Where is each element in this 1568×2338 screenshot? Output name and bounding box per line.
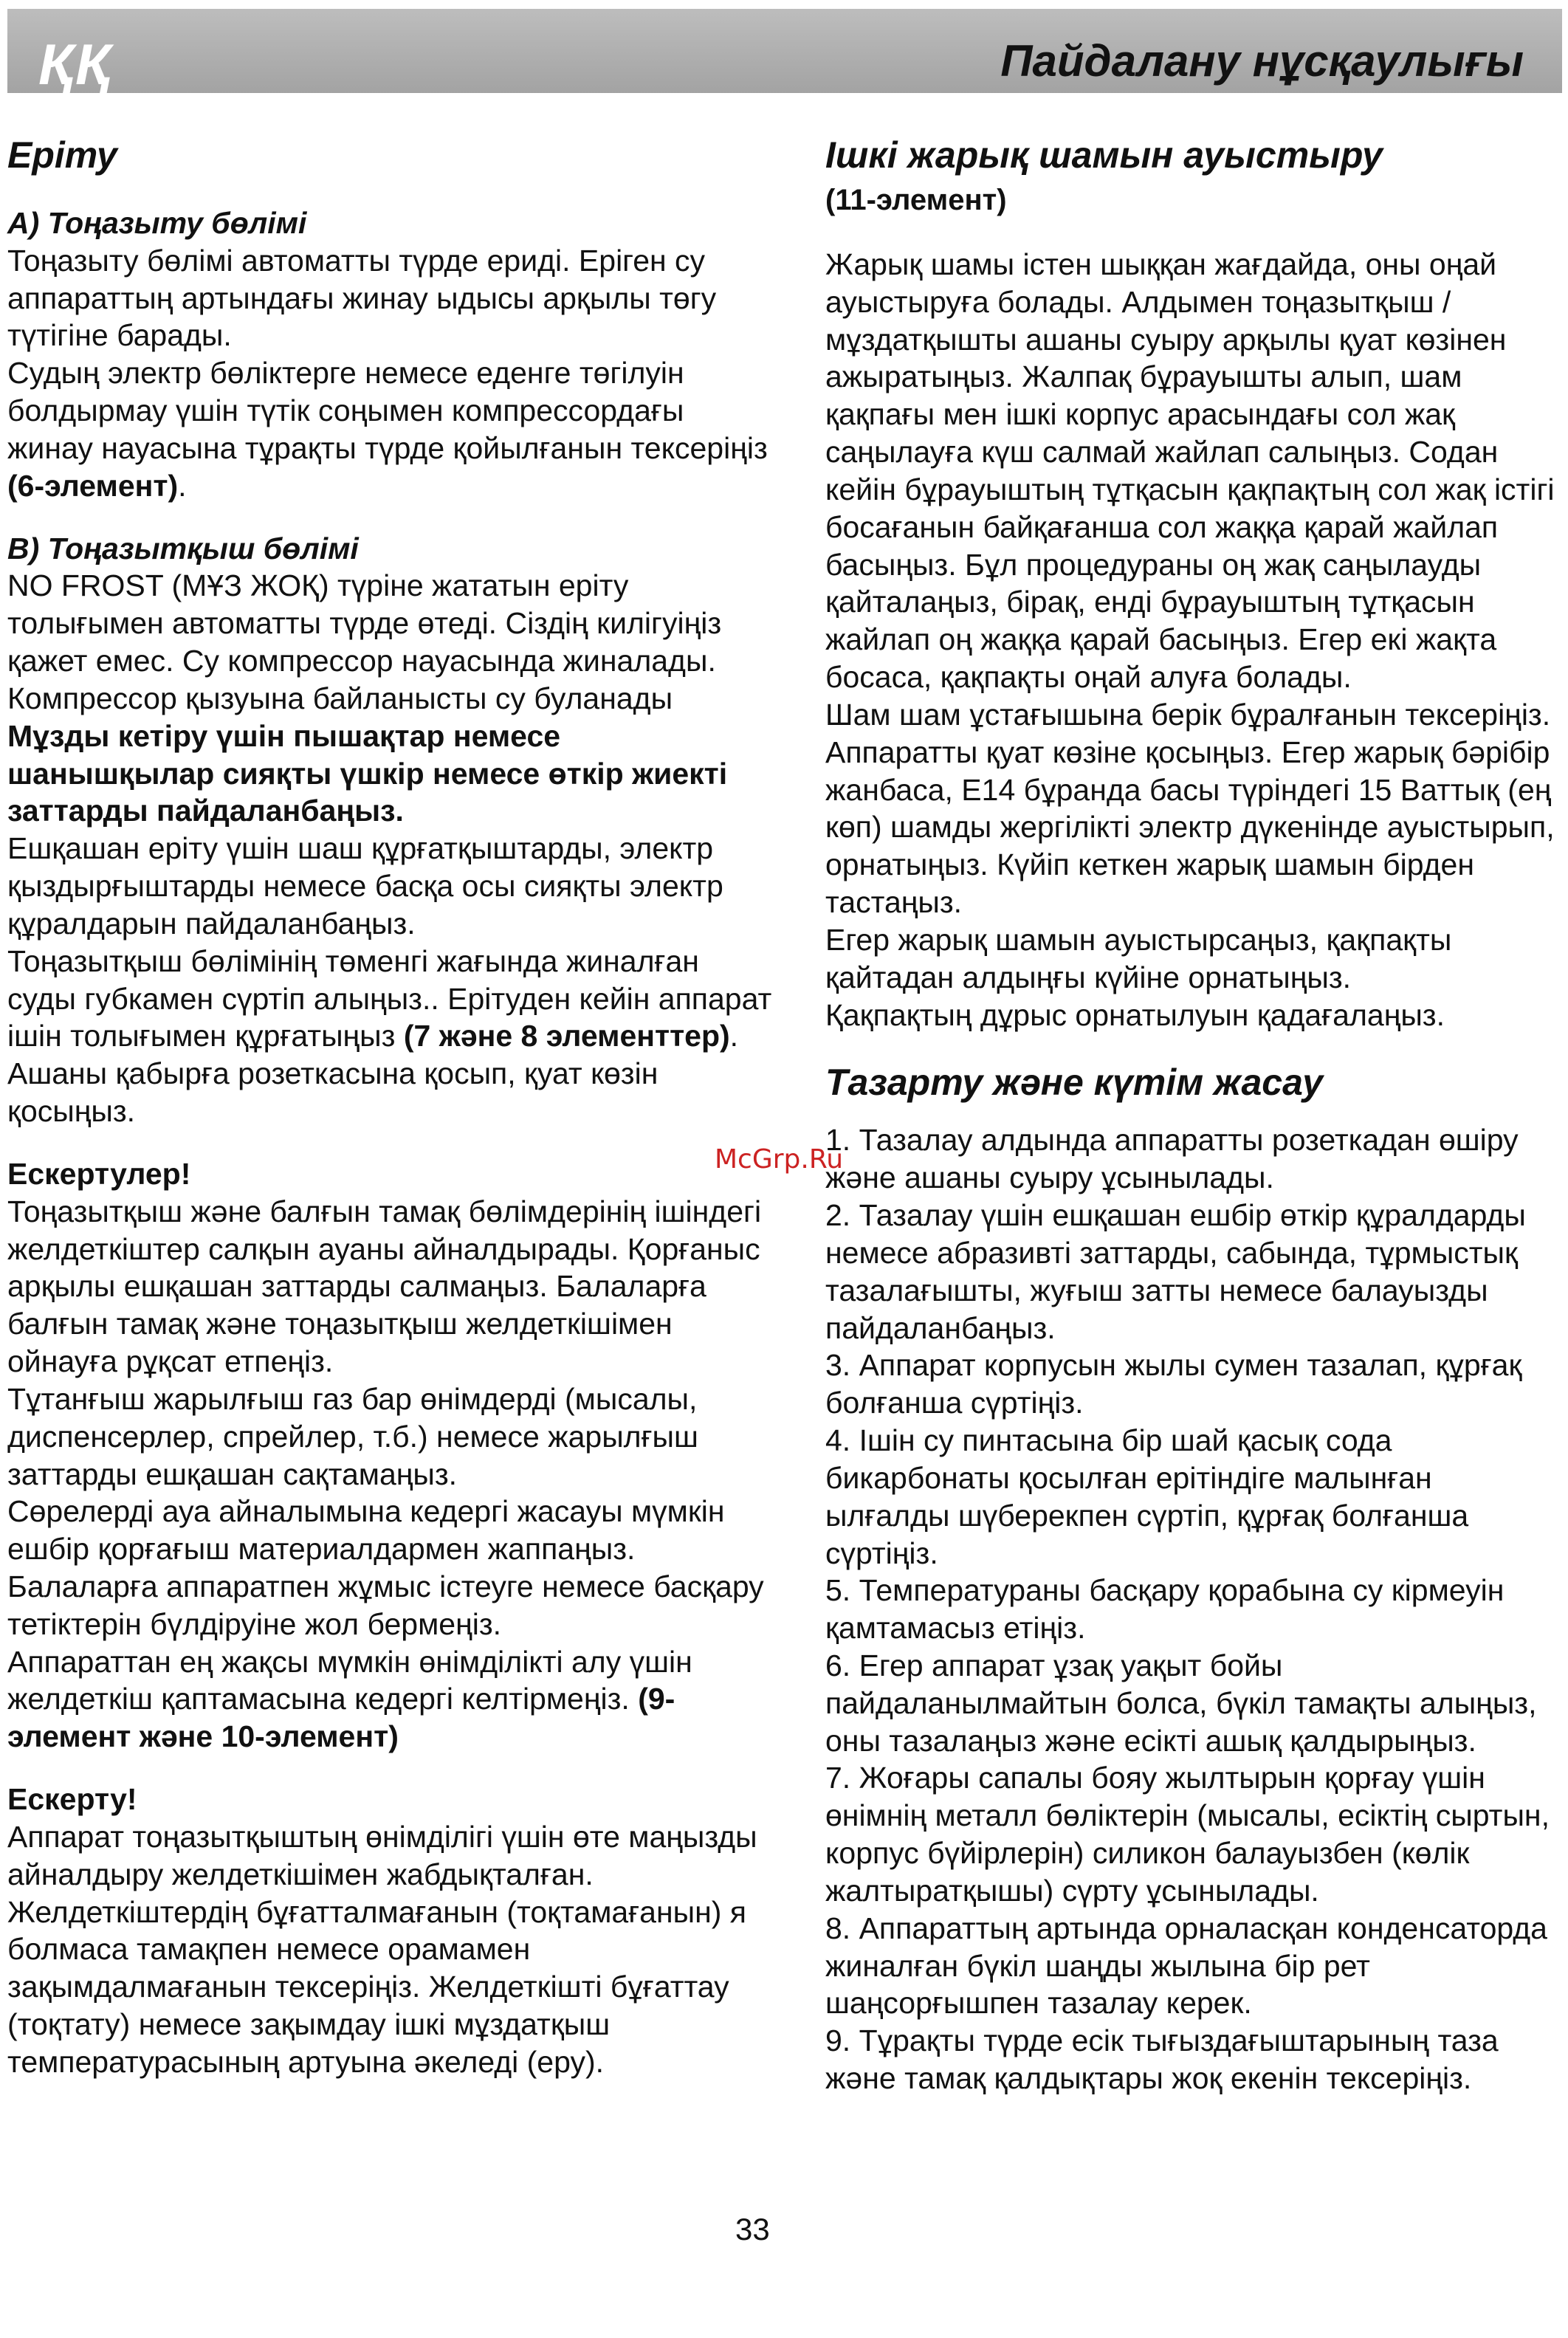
cleaning-item-1: 1. Тазалау алдында аппаратты розеткадан өшіру және ашаны суыру ұсынылады. (825, 1123, 1519, 1195)
notes-heading: Ескертулер! (7, 1156, 191, 1191)
lamp-paragraph-2: Шам шам ұстағышына берік бұралғанын тексеріңіз. Аппаратты қуат көзіне қосыңыз. Егер жарық бәрібір жанбаса, E14 бұранда басы түріндегі 15 Ваттық (ең көп) шамды жергілікті электр дүкенінде ауыстырып, орнатыңыз. Күйіп кеткен жарық шамын бірден тастаңыз. (825, 697, 1555, 920)
fridge-paragraph-2: Ешқашан еріту үшін шаш құрғатқыштарды, электр қыздырғыштарды немесе басқа осы сияқты электр құралдарын пайдаланбаңыз. (7, 831, 723, 941)
cleaning-item-5: 5. Температураны басқару қорабына су кірмеуін қамтамасыз етіңіз. (825, 1573, 1505, 1646)
element-6-reference: (6-элемент) (7, 468, 179, 503)
lamp-paragraph-3: Егер жарық шамын ауыстырсаңыз, қақпақты қайтадан алдыңғы күйіне орнатыңыз. (825, 922, 1452, 994)
notes-paragraph-3: Сөрелерді ауа айналымына кедергі жасауы мүмкін ешбір қорғағыш материалдармен жаппаңыз. (7, 1494, 725, 1567)
lamp-replacement-title: Ішкі жарық шамын ауыстыру (825, 134, 1383, 176)
document-title: Пайдалану нұсқаулығы (1000, 36, 1524, 86)
cleaning-item-4: 4. Ішін су пинтасына бір шай қасық сода бикарбонаты қосылған ерітіндіге малынған ылғалды шүберекпен сүртіп, құрғақ болғанша сүртіңіз. (825, 1423, 1469, 1570)
element-11-reference: (11-элемент) (825, 184, 1007, 216)
left-column (7, 131, 775, 2081)
header-bar (7, 9, 1562, 97)
cleaning-item-9: 9. Тұрақты түрде есік тығыздағыштарының таза және тамақ қалдықтары жоқ екенін тексеріңіз. (825, 2024, 1499, 2096)
cleaning-item-7: 7. Жоғары сапалы бояу жылтырын қорғау үшін өнімнің металл бөліктерін (мысалы, есіктің сыртын, корпус бүйірлерін) силикон балауызбен (көлік жалтыратқышы) сүрту ұсынылады. (825, 1761, 1550, 1908)
lamp-paragraph-4: Қақпақтың дұрыс орнатылуын қадағалаңыз. (825, 997, 1445, 1032)
lamp-paragraph-1: Жарық шамы істен шыққан жағдайда, оны оңай ауыстыруға болады. Алдымен тоңазытқыш / мұздатқышты ашаны суыру арқылы қуат көзінен ажыратыңыз. Жалпақ бұрауышты алып, шам қақпағы мен ішкі корпус арасындағы сол жақ саңылауға күш салмай жайлап салыңыз. Содан кейін бұрауыштың тұтқасын қақпақтың сол жақ істігі босағанын байқағанша сол жаққа қарай жайлап басыңыз. Бұл процедураны оң жақ саңылауды қайталаңыз, бірақ, енді бұрауыштың тұтқасын жайлап оң жаққа қарай басыңыз. Егер екі жақта босаса, қақпақты оңай алуға болады. (825, 247, 1555, 695)
fan-note-paragraph: Аппарат тоңазытқыштың өнімділігі үшін өте маңызды айналдыру желдеткішімен жабдықталған. Желдеткіштердің бұғатталмағанын (тоқтамағанын) я болмаса тамақпен немесе орамамен зақымдалмағанын тексеріңіз. Желдеткішті бұғаттау (тоқтату) немесе зақымдау ішкі мұздатқыш температурасының артуына әкеледі (еру). (7, 1819, 757, 2079)
elements-7-8-reference: (7 және 8 элементтер) (403, 1019, 730, 1053)
cleaning-item-8: 8. Аппараттың артында орналасқан конденсаторда жиналған бүкіл шаңды жылына бір рет шаңсорғышпен тазалау керек. (825, 1911, 1547, 2021)
note-heading: Ескерту! (7, 1782, 137, 1817)
watermark: McGrp.Ru (715, 1144, 844, 1175)
fridge-compartment-heading: B) Тоңазытқыш бөлімі (7, 531, 359, 565)
sharp-objects-warning: Мұзды кетіру үшін пышақтар немесе шанышқылар сияқты үшкір немесе өткір жиекті заттарды пайдаланбаңыз. (7, 718, 728, 828)
freezer-paragraph-2: Судың электр бөліктерге немесе еденге төгілуін болдырмау үшін түтік соңымен компрессордағы жинау науасына тұрақты түрде қойылғанын тексеріңіз (6-элемент). (7, 356, 768, 503)
page-number: 33 (735, 2212, 770, 2246)
freezer-compartment-heading: A) Тоңазыту бөлімі (7, 206, 307, 240)
notes-paragraph-4: Балаларға аппаратпен жұмыс істеуге немесе басқару тетіктерін бүлдіруіне жол бермеңіз. (7, 1569, 764, 1641)
freezer-paragraph-1: Тоңазыту бөлімі автоматты түрде ериді. Еріген су аппараттың артындағы жинау ыдысы арқылы төгу түтігіне барады. (7, 243, 717, 353)
defrost-section-title: Еріту (7, 134, 117, 176)
fridge-paragraph-1: NO FROST (МҰЗ ЖОҚ) түріне жататын еріту толығымен автоматты түрде өтеді. Сіздің килігуіңіз қажет емес. Су компрессор науасында жиналады. Компрессор қызуына байланысты су буланады (7, 568, 722, 715)
notes-paragraph-1: Тоңазытқыш және балғын тамақ бөлімдерінің ішіндегі желдеткіштер салқын ауаны айналдырады. Қорғаныс арқылы ешқашан заттарды салмаңыз. Балаларға балғын тамақ және тоңазытқыш желдеткішімен ойнауға рұқсат етпеңіз. (7, 1194, 762, 1379)
cleaning-item-3: 3. Аппарат корпусын жылы сумен тазалап, құрғақ болғанша сүртіңіз. (825, 1348, 1522, 1420)
fridge-paragraph-3: Тоңазытқыш бөлімінің төменгі жағында жиналған суды губкамен сүртіп алыңыз.. Ерітуден кейін аппарат ішін толығымен құрғатыңыз (7 және 8 элементтер). Ашаны қабырға розеткасына қосып, қуат көзін қосыңыз. (7, 943, 772, 1129)
notes-paragraph-5: Аппараттан ең жақсы мүмкін өнімділікті алу үшін желдеткіш қаптамасына кедергі келтірмеңіз. (9-элемент және 10-элемент) (7, 1644, 692, 1754)
language-code: ҚҚ (38, 32, 112, 97)
cleaning-item-2: 2. Тазалау үшін ешқашан ешбір өткір құралдарды немесе абразивті заттарды, сабында, тұрмыстық тазалағышты, жуғыш затты немесе балауызды пайдаланбаңыз. (825, 1198, 1526, 1345)
elements-9-10-reference: (9-элемент және 10-элемент) (7, 1682, 675, 1754)
cleaning-item-6: 6. Егер аппарат ұзақ уақыт бойы пайдаланылмайтын болса, бүкіл тамақты алыңыз, оны тазалаңыз және есікті ашық қалдырыңыз. (825, 1648, 1537, 1758)
cleaning-section-title: Тазарту және күтім жасау (825, 1062, 1324, 1104)
right-column (825, 131, 1560, 2097)
notes-paragraph-2: Тұтанғыш жарылғыш газ бар өнімдерді (мысалы, диспенсерлер, спрейлер, т.б.) немесе жарылғыш заттарды ешқашан сақтамаңыз. (7, 1381, 698, 1491)
